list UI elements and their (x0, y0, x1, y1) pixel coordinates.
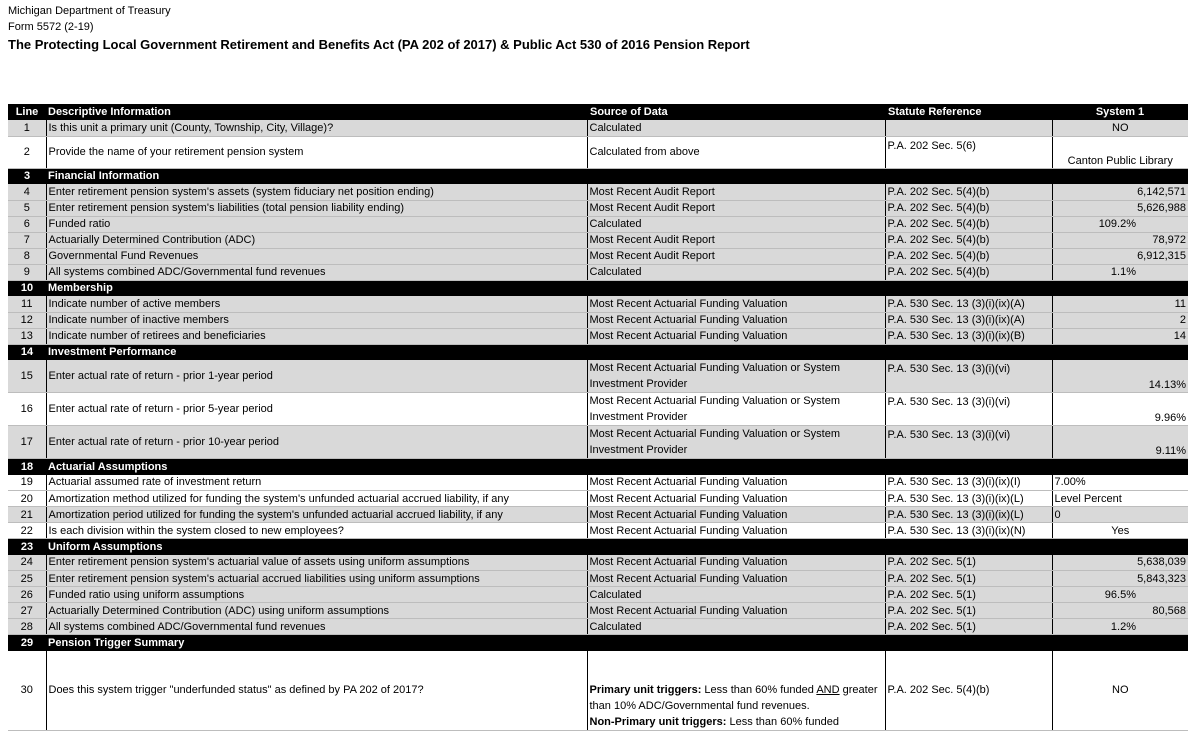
system-1-value: Canton Public Library (1052, 136, 1188, 168)
table-row (8, 587, 1188, 603)
system-1-value: NO (1052, 120, 1188, 136)
table-header-row (8, 104, 1188, 120)
section-title: Uniform Assumptions (46, 539, 1188, 555)
section-header-row (8, 280, 1188, 296)
statute-cell: P.A. 530 Sec. 13 (3)(i)(ix)(B) (885, 328, 1052, 344)
line-number: 7 (8, 232, 46, 248)
table-row (8, 232, 1188, 248)
description-cell: Actuarial assumed rate of investment return (46, 475, 587, 491)
description-cell: Amortization period utilized for funding the system's unfunded actuarial accrued liability, if any (46, 507, 587, 523)
system-1-value: 9.96% (1052, 393, 1188, 426)
table-row (8, 603, 1188, 619)
description-cell: Governmental Fund Revenues (46, 248, 587, 264)
primary-trigger-text-a: Less than 60% funded (701, 684, 817, 696)
source-cell: Most Recent Actuarial Funding Valuation or System Investment Provider (587, 360, 885, 393)
table-row (8, 475, 1188, 491)
table-row (8, 328, 1188, 344)
system-1-value: 6,912,315 (1052, 248, 1188, 264)
system-1-value: 7.00% (1052, 475, 1188, 491)
section-header-row (8, 344, 1188, 360)
section-header-row (8, 539, 1188, 555)
table-row (8, 120, 1188, 136)
table-row (8, 491, 1188, 507)
statute-cell: P.A. 202 Sec. 5(4)(b) (885, 216, 1052, 232)
line-number: 24 (8, 555, 46, 571)
source-cell: Most Recent Actuarial Funding Valuation or System Investment Provider (587, 393, 885, 426)
line-number: 22 (8, 523, 46, 539)
description-cell: Enter retirement pension system's liabilities (total pension liability ending) (46, 200, 587, 216)
source-cell: Most Recent Actuarial Funding Valuation (587, 491, 885, 507)
source-cell: Most Recent Actuarial Funding Valuation (587, 312, 885, 328)
section-title: Actuarial Assumptions (46, 459, 1188, 475)
description-cell: Amortization method utilized for funding the system's unfunded actuarial accrued liability, if any (46, 491, 587, 507)
statute-cell: P.A. 530 Sec. 13 (3)(i)(ix)(N) (885, 523, 1052, 539)
description-cell: Actuarially Determined Contribution (ADC) using uniform assumptions (46, 603, 587, 619)
source-cell: Calculated (587, 120, 885, 136)
system-1-value: 78,972 (1052, 232, 1188, 248)
table-row (8, 393, 1188, 426)
section-title: Membership (46, 280, 1188, 296)
system-1-value: 2 (1052, 312, 1188, 328)
line-number: 8 (8, 248, 46, 264)
line-number: 11 (8, 296, 46, 312)
source-cell: Calculated from above (587, 136, 885, 168)
line-number: 19 (8, 475, 46, 491)
source-cell: Most Recent Actuarial Funding Valuation (587, 507, 885, 523)
statute-cell: P.A. 530 Sec. 13 (3)(i)(ix)(L) (885, 507, 1052, 523)
primary-trigger-text-b: greater than 10% ADC/Governmental fund revenues. (589, 684, 878, 712)
pension-report-table (8, 104, 1188, 731)
line-number: 3 (8, 168, 46, 184)
statute-cell: P.A. 530 Sec. 13 (3)(i)(vi) (885, 360, 1052, 393)
description-cell: Enter actual rate of return - prior 1-year period (46, 360, 587, 393)
system-1-value: 1.1% (1052, 264, 1188, 280)
description-cell: Enter actual rate of return - prior 10-year period (46, 426, 587, 459)
system-1-value: 14 (1052, 328, 1188, 344)
table-row (8, 507, 1188, 523)
description-cell: Actuarially Determined Contribution (ADC) (46, 232, 587, 248)
line-number: 20 (8, 491, 46, 507)
source-cell: Most Recent Actuarial Funding Valuation (587, 571, 885, 587)
source-cell: Calculated (587, 619, 885, 635)
table-row (8, 426, 1188, 459)
description-cell: Indicate number of retirees and beneficiaries (46, 328, 587, 344)
table-row (8, 264, 1188, 280)
section-header-row (8, 459, 1188, 475)
system-1-value: 6,142,571 (1052, 184, 1188, 200)
line-number: 27 (8, 603, 46, 619)
report-title: The Protecting Local Government Retirement and Benefits Act (PA 202 of 2017) & Public Act 530 of 2016 Pension Report (8, 37, 750, 52)
statute-cell: P.A. 202 Sec. 5(1) (885, 571, 1052, 587)
source-cell: Calculated (587, 587, 885, 603)
statute-cell: P.A. 530 Sec. 13 (3)(i)(ix)(A) (885, 312, 1052, 328)
source-cell: Calculated (587, 216, 885, 232)
statute-cell: P.A. 202 Sec. 5(1) (885, 555, 1052, 571)
system-1-value: NO (1052, 651, 1188, 731)
line-number: 28 (8, 619, 46, 635)
table-row (8, 184, 1188, 200)
source-cell: Calculated (587, 264, 885, 280)
statute-cell (885, 120, 1052, 136)
statute-cell: P.A. 202 Sec. 5(1) (885, 587, 1052, 603)
statute-cell: P.A. 202 Sec. 5(4)(b) (885, 184, 1052, 200)
description-cell: Enter retirement pension system's actuarial accrued liabilities using uniform assumptions (46, 571, 587, 587)
system-1-value: Level Percent (1052, 491, 1188, 507)
description-cell: Is each division within the system closed to new employees? (46, 523, 587, 539)
table-row (8, 248, 1188, 264)
line-number: 25 (8, 571, 46, 587)
description-cell: Provide the name of your retirement pension system (46, 136, 587, 168)
statute-cell: P.A. 202 Sec. 5(1) (885, 603, 1052, 619)
statute-cell: P.A. 530 Sec. 13 (3)(i)(ix)(A) (885, 296, 1052, 312)
source-cell: Most Recent Actuarial Funding Valuation (587, 328, 885, 344)
description-cell: Does this system trigger "underfunded status" as defined by PA 202 of 2017? (46, 651, 587, 731)
statute-cell: P.A. 202 Sec. 5(4)(b) (885, 264, 1052, 280)
line-number: 5 (8, 200, 46, 216)
column-header-system-1: System 1 (1052, 104, 1188, 120)
system-1-value: 5,638,039 (1052, 555, 1188, 571)
description-cell: Indicate number of active members (46, 296, 587, 312)
line-number: 2 (8, 136, 46, 168)
table-row (8, 296, 1188, 312)
description-cell: Enter retirement pension system's actuarial value of assets using uniform assumptions (46, 555, 587, 571)
column-header-statute: Statute Reference (885, 104, 1052, 120)
description-cell: All systems combined ADC/Governmental fund revenues (46, 619, 587, 635)
line-number: 18 (8, 459, 46, 475)
primary-trigger-and: AND (816, 684, 840, 696)
column-header-source: Source of Data (587, 104, 885, 120)
line-number: 14 (8, 344, 46, 360)
table-row (8, 619, 1188, 635)
system-1-value: 9.11% (1052, 426, 1188, 459)
column-header-description: Descriptive Information (46, 104, 587, 120)
system-1-value: 5,626,988 (1052, 200, 1188, 216)
statute-cell: P.A. 202 Sec. 5(4)(b) (885, 200, 1052, 216)
line-number: 1 (8, 120, 46, 136)
column-header-line: Line (8, 104, 46, 120)
line-number: 13 (8, 328, 46, 344)
description-cell: Funded ratio (46, 216, 587, 232)
source-cell: Most Recent Actuarial Funding Valuation (587, 523, 885, 539)
line-number: 26 (8, 587, 46, 603)
source-cell: Most Recent Audit Report (587, 184, 885, 200)
line-number: 9 (8, 264, 46, 280)
line-number: 16 (8, 393, 46, 426)
description-cell: Indicate number of inactive members (46, 312, 587, 328)
line-number: 21 (8, 507, 46, 523)
source-cell: Most Recent Audit Report (587, 248, 885, 264)
source-cell: Most Recent Actuarial Funding Valuation or System Investment Provider (587, 426, 885, 459)
line-number: 6 (8, 216, 46, 232)
line-number: 10 (8, 280, 46, 296)
description-cell: Enter retirement pension system's assets (system fiduciary net position ending) (46, 184, 587, 200)
system-1-value: 11 (1052, 296, 1188, 312)
section-title: Pension Trigger Summary (46, 635, 1188, 651)
nonprimary-trigger-label: Non-Primary unit triggers: (589, 716, 727, 728)
statute-cell: P.A. 202 Sec. 5(1) (885, 619, 1052, 635)
source-cell: Most Recent Audit Report (587, 200, 885, 216)
statute-cell: P.A. 530 Sec. 13 (3)(i)(vi) (885, 393, 1052, 426)
source-cell: Most Recent Actuarial Funding Valuation (587, 296, 885, 312)
system-1-value: 14.13% (1052, 360, 1188, 393)
description-cell: Enter actual rate of return - prior 5-year period (46, 393, 587, 426)
line-number: 15 (8, 360, 46, 393)
statute-cell: P.A. 202 Sec. 5(4)(b) (885, 248, 1052, 264)
line-number: 4 (8, 184, 46, 200)
description-cell: Funded ratio using uniform assumptions (46, 587, 587, 603)
line-number: 12 (8, 312, 46, 328)
system-1-value: 0 (1052, 507, 1188, 523)
line-number: 23 (8, 539, 46, 555)
section-header-row (8, 635, 1188, 651)
system-1-value: 109.2% (1052, 216, 1188, 232)
table-row (8, 523, 1188, 539)
source-cell: Most Recent Actuarial Funding Valuation (587, 555, 885, 571)
statute-cell: P.A. 530 Sec. 13 (3)(i)(ix)(I) (885, 475, 1052, 491)
description-cell: All systems combined ADC/Governmental fund revenues (46, 264, 587, 280)
table-row (8, 216, 1188, 232)
line-number: 29 (8, 635, 46, 651)
system-1-value: Yes (1052, 523, 1188, 539)
system-1-value: 96.5% (1052, 587, 1188, 603)
system-1-value: 80,568 (1052, 603, 1188, 619)
primary-trigger-label: Primary unit triggers: (589, 684, 702, 696)
table-row (8, 136, 1188, 168)
line-number: 17 (8, 426, 46, 459)
table-row (8, 360, 1188, 393)
system-1-value: 1.2% (1052, 619, 1188, 635)
system-1-value: 5,843,323 (1052, 571, 1188, 587)
source-cell: Most Recent Actuarial Funding Valuation (587, 603, 885, 619)
table-row (8, 200, 1188, 216)
section-title: Investment Performance (46, 344, 1188, 360)
section-header-row (8, 168, 1188, 184)
table-row (8, 555, 1188, 571)
form-number: Form 5572 (2-19) (8, 21, 94, 33)
statute-cell: P.A. 530 Sec. 13 (3)(i)(ix)(L) (885, 491, 1052, 507)
source-cell: Most Recent Actuarial Funding Valuation (587, 475, 885, 491)
section-title: Financial Information (46, 168, 1188, 184)
table-row (8, 312, 1188, 328)
agency-name: Michigan Department of Treasury (8, 5, 171, 17)
line-number: 30 (8, 651, 46, 731)
table-row (8, 571, 1188, 587)
statute-cell: P.A. 202 Sec. 5(4)(b) (885, 232, 1052, 248)
statute-cell: P.A. 202 Sec. 5(6) (885, 136, 1052, 168)
statute-cell: P.A. 202 Sec. 5(4)(b) (885, 651, 1052, 731)
nonprimary-trigger-text: Less than 60% funded (726, 716, 839, 728)
description-cell: Is this unit a primary unit (County, Township, City, Village)? (46, 120, 587, 136)
source-cell: Most Recent Audit Report (587, 232, 885, 248)
statute-cell: P.A. 530 Sec. 13 (3)(i)(vi) (885, 426, 1052, 459)
